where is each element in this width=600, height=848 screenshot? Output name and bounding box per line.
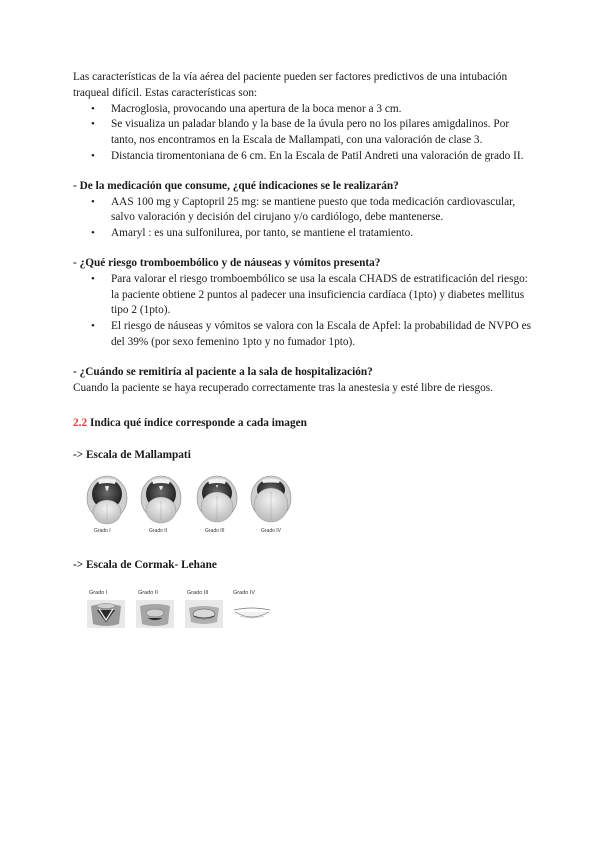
intro-bullet-1: • Macroglosia, provocando una apertura de la boca menor a 3 cm. — [111, 102, 533, 118]
riesgo-bullet-1: • Para valorar el riesgo tromboembólico se usa la escala CHADS de estratificación del riesgo: la paciente obtiene 2 puntos al padecer una insuficiencia cardíaca (1pto) y diabetes mellitus tipo 2 (1pto). — [111, 272, 533, 319]
medicacion-bullet-1: • AAS 100 mg y Captopril 25 mg: se mantiene puesto que toda medicación cardiovascular, salvo valoración y decisión del cirujano y/o cardiólogo, debe mantenerse. — [111, 195, 533, 227]
mallampati-grade-2-label: Grado II — [149, 527, 168, 534]
cormak-grade-4-image — [232, 600, 272, 628]
mallampati-grade-2-image — [141, 476, 181, 523]
intro-bullet-3: • Distancia tiromentoniana de 6 cm. En la Escala de Patil Andreti una valoración de grado II. — [111, 149, 533, 165]
cormak-grade-2-image — [136, 600, 174, 628]
mallampati-grade-3-image — [197, 476, 237, 522]
cormak-grade-3-label: Grado III — [187, 589, 209, 596]
mallampati-grade-1-image — [87, 476, 127, 524]
section-heading — [73, 416, 533, 432]
medicacion-bullet-2: • Amaryl : es una sulfonilurea, por tanto, se mantiene el tratamiento. — [111, 226, 533, 242]
mallampati-grade-4-image — [251, 476, 291, 522]
intro-bullet-2: • Se visualiza un paladar blando y la base de la úvula pero no los pilares amigdalinos. Por tanto, nos encontramos en la Escala de Mallampati, con una valoración de clase 3. — [111, 117, 533, 149]
document-page — [73, 70, 533, 638]
mallampati-label: -> Escala de Mallampati — [73, 449, 191, 462]
intro-list — [73, 102, 533, 165]
remision-text: Cuando la paciente se haya recuperado correctamente tras la anestesia y esté libre de riesgos. — [73, 381, 493, 394]
cormak-label: -> Escala de Cormak- Lehane — [73, 558, 217, 571]
riesgo-heading: - ¿Qué riesgo tromboembólico y de náuseas y vómitos presenta? — [73, 256, 381, 269]
medicacion-heading: - De la medicación que consume, ¿qué indicaciones se le realizarán? — [73, 179, 399, 192]
section-number: 2.2 — [73, 417, 88, 430]
mallampati-grade-4-label: Grado IV — [261, 527, 282, 534]
riesgo-list — [73, 272, 533, 351]
cormak-grade-1-label: Grado I — [89, 589, 108, 596]
mallampati-illustration — [81, 472, 311, 536]
cormak-grade-3-image — [185, 600, 223, 628]
riesgo-bullet-2: • El riesgo de náuseas y vómitos se valora con la Escala de Apfel: la probabilidad de NVPO es del 39% (por sexo femenino 1pto y no fumador 1pto). — [111, 319, 533, 351]
mallampati-grade-1-label: Grado I — [94, 527, 111, 534]
cormak-grade-4-label: Grado IV — [233, 589, 256, 596]
mallampati-grade-3-label: Grado III — [205, 527, 225, 534]
section-title: Indica qué índice corresponde a cada imagen — [87, 417, 307, 430]
cormak-grade-2-label: Grado II — [138, 589, 158, 596]
cormak-illustration — [83, 588, 283, 638]
intro-paragraph: Las características de la vía aérea del paciente pueden ser factores predictivos de una intubación traqueal difícil. Estas características son: — [73, 71, 508, 99]
cormak-grade-1-image — [87, 600, 125, 628]
cormak-figure — [83, 588, 533, 638]
remision-heading: - ¿Cuándo se remitiría al paciente a la sala de hospitalización? — [73, 365, 373, 378]
medicacion-list — [73, 195, 533, 242]
mallampati-figure — [81, 472, 533, 536]
